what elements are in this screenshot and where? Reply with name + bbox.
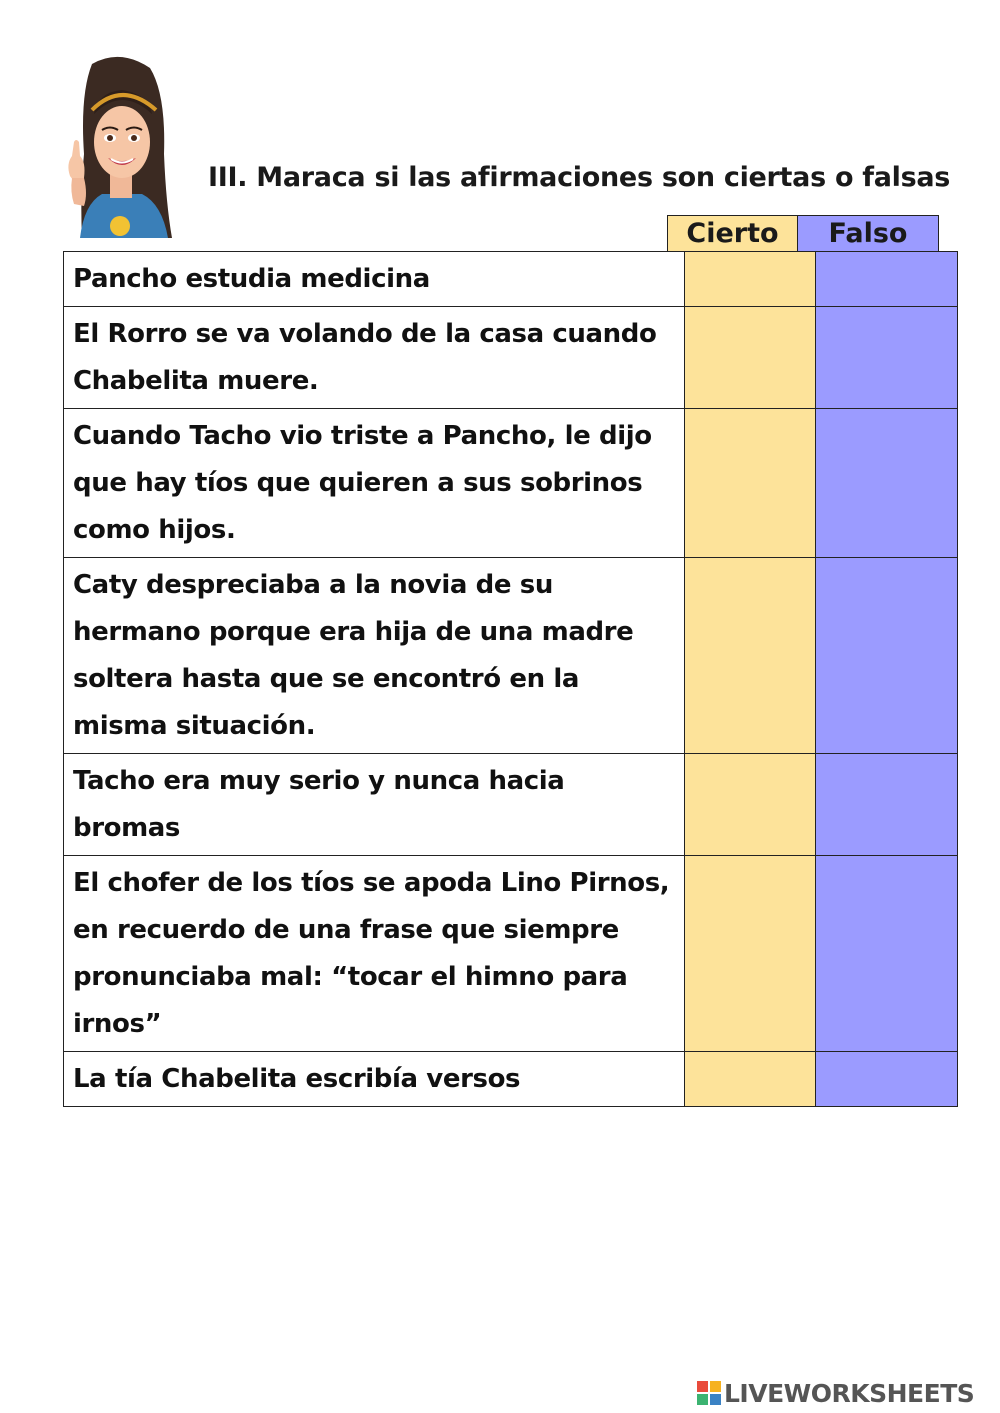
cierto-answer-cell[interactable] bbox=[685, 558, 816, 754]
falso-answer-cell[interactable] bbox=[816, 409, 958, 558]
cierto-answer-cell[interactable] bbox=[685, 1052, 816, 1107]
statement-text: Tacho era muy serio y nunca hacia bromas bbox=[64, 754, 685, 856]
statement-text: Cuando Tacho vio triste a Pancho, le dijo que hay tíos que quieren a sus sobrinos como hijos. bbox=[64, 409, 685, 558]
table-row bbox=[64, 252, 958, 307]
statement-text: El Rorro se va volando de la casa cuando Chabelita muere. bbox=[64, 307, 685, 409]
statement-text: Caty despreciaba a la novia de su hermano porque era hija de una madre soltera hasta que se encontró en la misma situación. bbox=[64, 558, 685, 754]
column-header-cierto: Cierto bbox=[667, 215, 798, 251]
falso-answer-cell[interactable] bbox=[816, 307, 958, 409]
footer-brand bbox=[697, 1378, 974, 1408]
statement-text: El chofer de los tíos se apoda Lino Pirnos, en recuerdo de una frase que siempre pronunciaba mal: “tocar el himno para irnos” bbox=[64, 856, 685, 1052]
table-row bbox=[64, 558, 958, 754]
falso-answer-cell[interactable] bbox=[816, 558, 958, 754]
table-row bbox=[64, 754, 958, 856]
true-false-table bbox=[63, 251, 958, 1107]
table-row bbox=[64, 1052, 958, 1107]
statement-text: Pancho estudia medicina bbox=[64, 252, 685, 307]
footer-brand-text: LIVEWORKSHEETS bbox=[724, 1378, 975, 1408]
column-header-falso: Falso bbox=[797, 215, 939, 251]
falso-answer-cell[interactable] bbox=[816, 1052, 958, 1107]
table-row bbox=[64, 856, 958, 1052]
cierto-answer-cell[interactable] bbox=[685, 754, 816, 856]
cierto-answer-cell[interactable] bbox=[685, 409, 816, 558]
cierto-answer-cell[interactable] bbox=[685, 307, 816, 409]
cierto-answer-cell[interactable] bbox=[685, 252, 816, 307]
cierto-answer-cell[interactable] bbox=[685, 856, 816, 1052]
falso-answer-cell[interactable] bbox=[816, 856, 958, 1052]
table-row bbox=[64, 409, 958, 558]
falso-answer-cell[interactable] bbox=[816, 754, 958, 856]
liveworksheets-logo-icon bbox=[697, 1381, 721, 1405]
teacher-avatar-icon bbox=[62, 54, 174, 238]
table-row bbox=[64, 307, 958, 409]
page-title: III. Maraca si las afirmaciones son ciertas o falsas bbox=[208, 162, 951, 193]
falso-answer-cell[interactable] bbox=[816, 252, 958, 307]
statement-text: La tía Chabelita escribía versos bbox=[64, 1052, 685, 1107]
